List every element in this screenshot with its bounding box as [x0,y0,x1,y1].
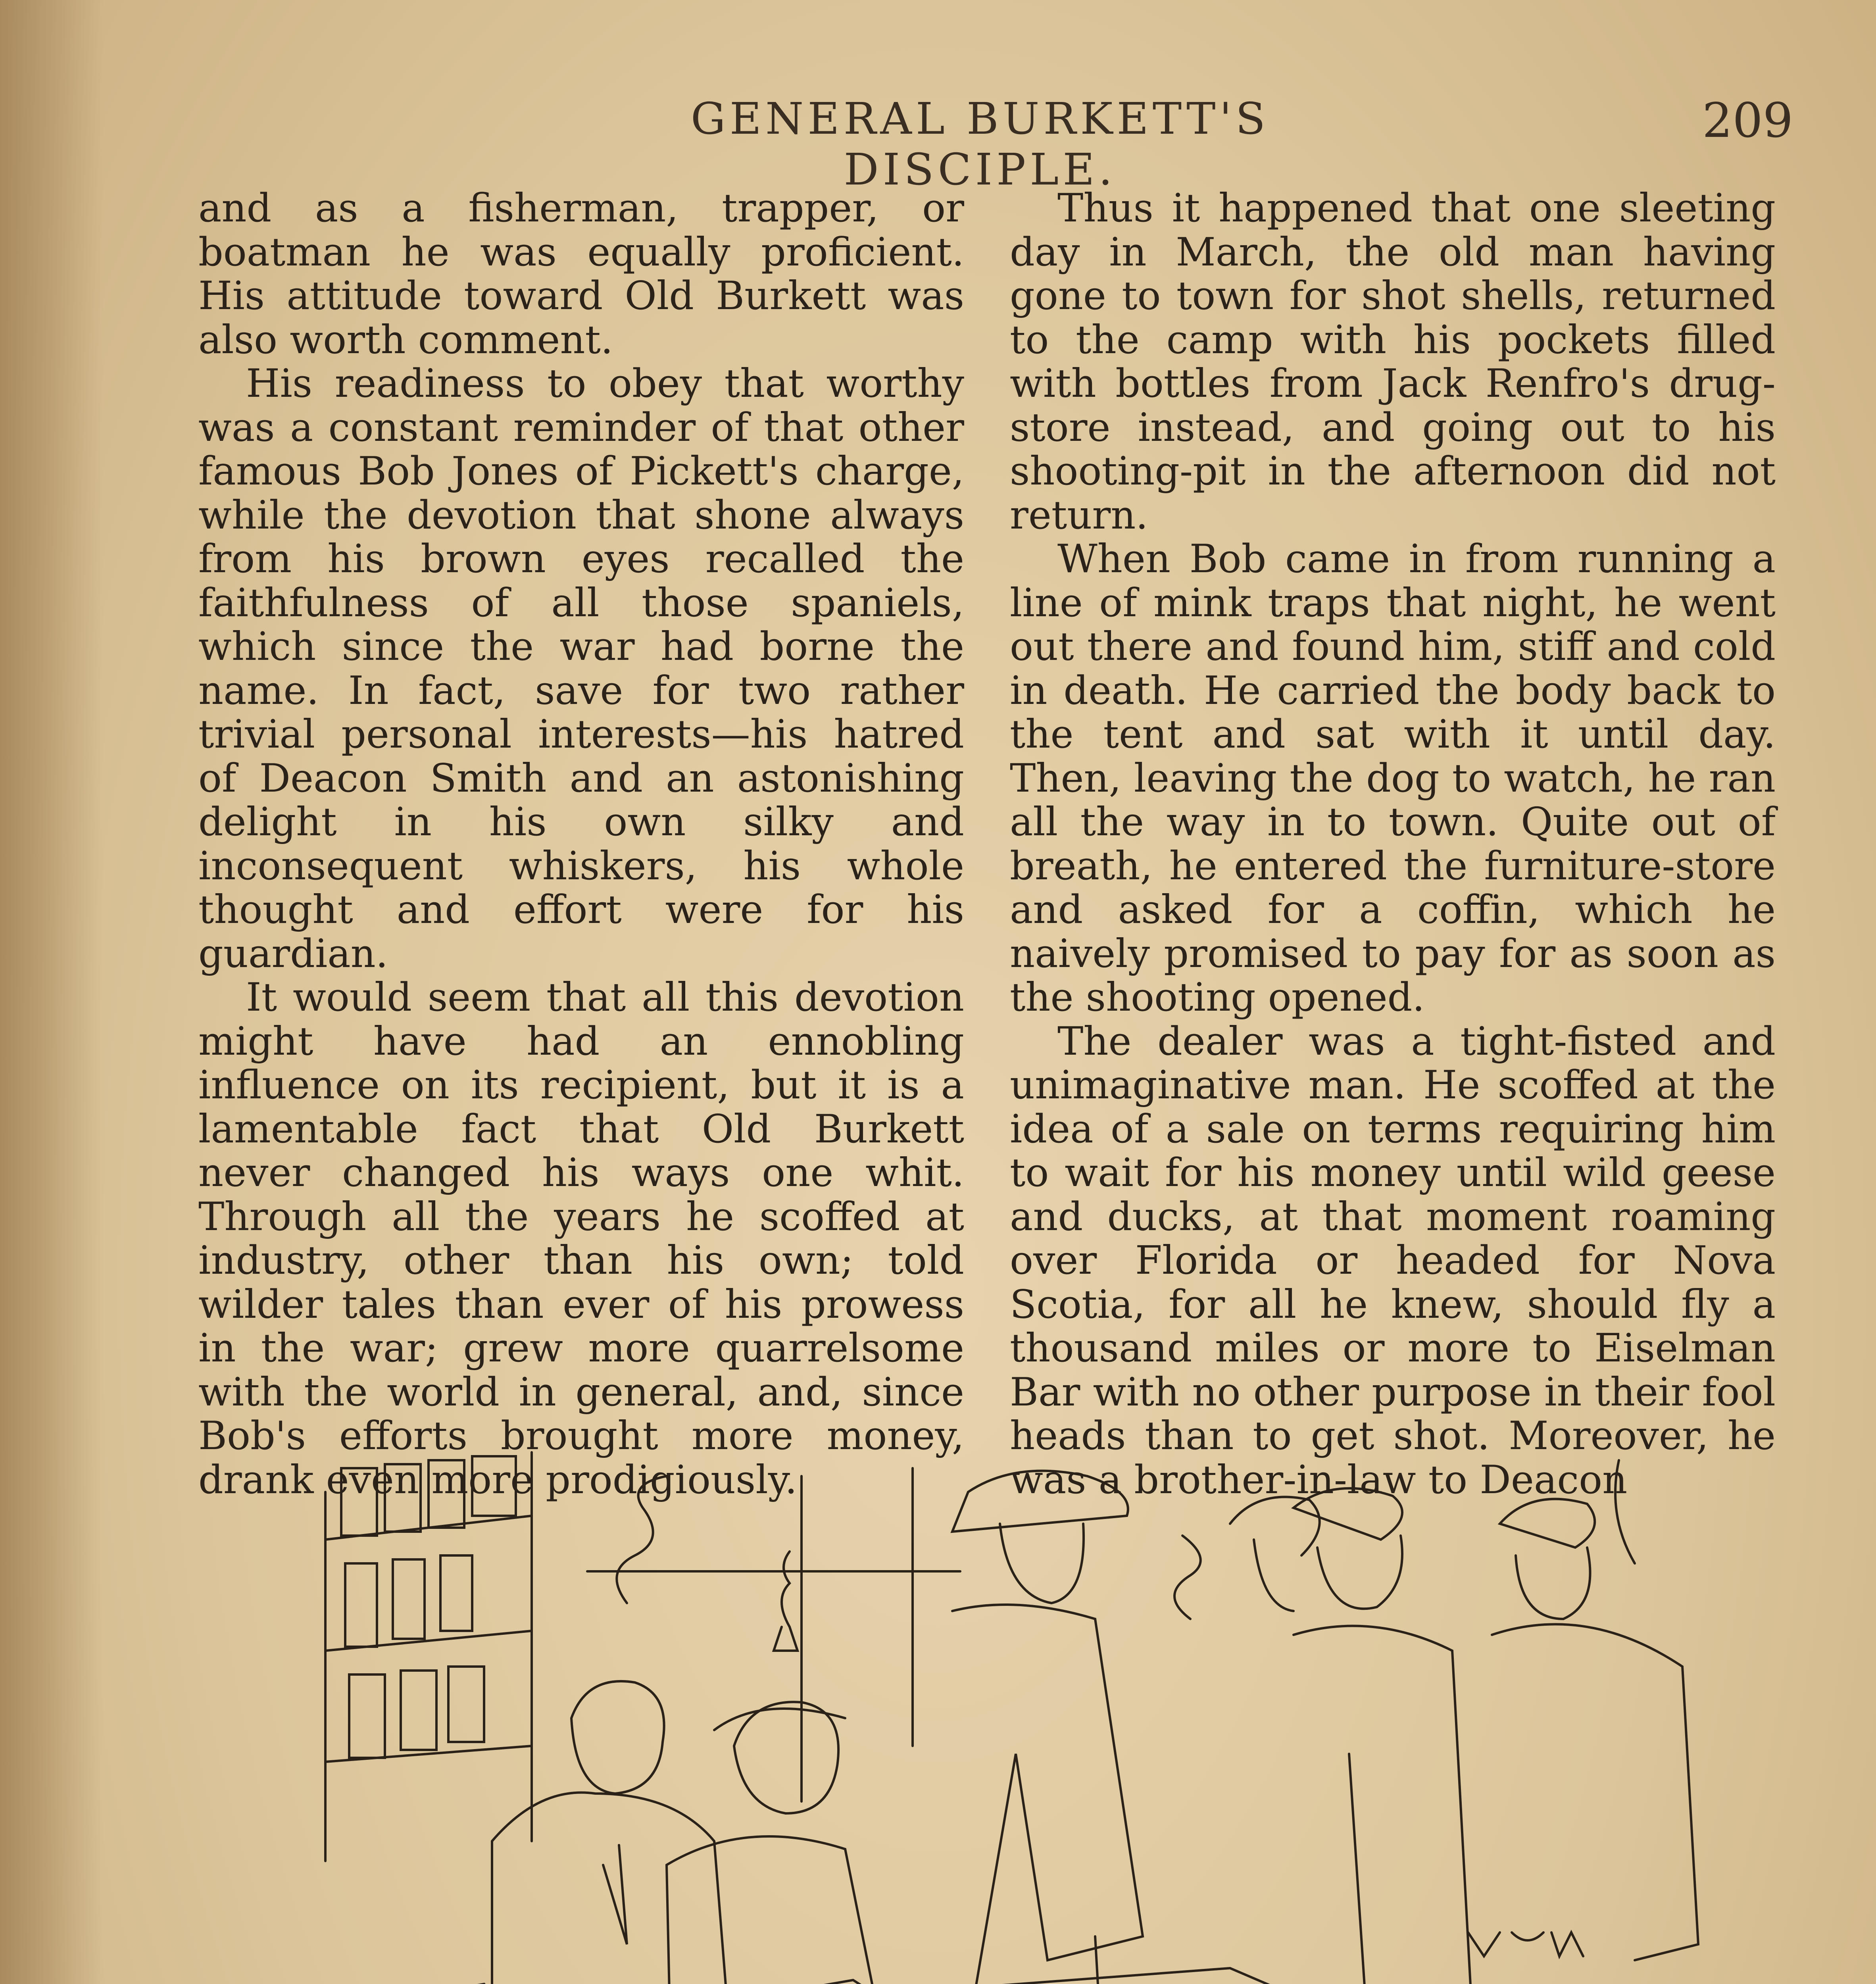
running-title: GENERAL BURKETT'S DISCIPLE. [690,93,1270,195]
page-edge-shadow [0,0,103,1984]
paragraph: His readiness to obey that worthy was a constant reminder of that other famous Bob Jones of Pickett's charge, while the devotion that shone always from his brown eyes recalled the faithfulness of all those spaniels, which since the war had borne the name. In fact, save for two rather trivial personal interests—his hatred of Deacon Smith and an astonishing delight in his own silky and inconsequent whiskers, his whole thought and effort were for his guardian. [198,361,964,977]
paragraph: The dealer was a tight-fisted and unimaginative man. He scoffed at the idea of a sale on terms requiring him to wait for his money until wild geese and ducks, at that moment roaming over Florida or headed for Nova Scotia, for all he knew, should fly a thousand miles or more to Eiselman Bar with no other purpose in their fool heads than to get shot. Moreover, he was a brother-in-law to Deacon [1010,1019,1776,1503]
page-number: 209 [1702,93,1793,148]
counter-drawing [278,1968,1286,1984]
paragraph: It would seem that all this devotion might have had an ennobling influence on its recipient, but it is a lamentable fact that Old Burkett never changed his ways one whit. Through all the years he scoffed at industry, other than his own; told wilder tales than ever of his prowess in the war; grew more quarrelsome with the world in general, and, since Bob's efforts brought more money, drank even more prodigiously. [198,975,964,1503]
paragraph: When Bob came in from running a line of mink traps that night, he went out there and found him, stiff and cold in death. He carried the body back to the tent and sat with it until day. Then, leaving the dog to watch, he ran all the way in to town. Quite out of breath, he entered the furniture-store and asked for a coffin, which he naively promised to pay for as soon as the shooting opened. [1010,536,1776,1020]
paragraph: and as a fisherman, trapper, or boatman he was equally proficient. His attitude toward Old Burkett was also worth comment. [198,186,964,363]
clerk-figure [492,1681,730,1984]
window-frame-drawing [587,1468,960,1801]
shelves-drawing [325,1452,532,1861]
drug-store-illustration [278,1444,1722,1984]
text-column-left [198,186,964,1502]
young-man-figure [857,1471,1216,1984]
smoke-drawing [617,1476,667,1603]
seated-man-figure [667,1702,885,1984]
paragraph: Thus it happened that one sleeting day in March, the old man having gone to town for shot shells, returned to the camp with his pockets filled with bottles from Jack Renfro's drug-store instead, and going out to his shooting-pit in the afternoon did not return. [1010,186,1776,538]
loafers-figures [1230,1460,1698,1984]
smoke-drawing [1174,1536,1201,1619]
page-header [0,93,1876,195]
artist-scribble [1468,1932,1583,1956]
text-column-right [1010,186,1776,1502]
lamp-drawing [774,1551,798,1651]
